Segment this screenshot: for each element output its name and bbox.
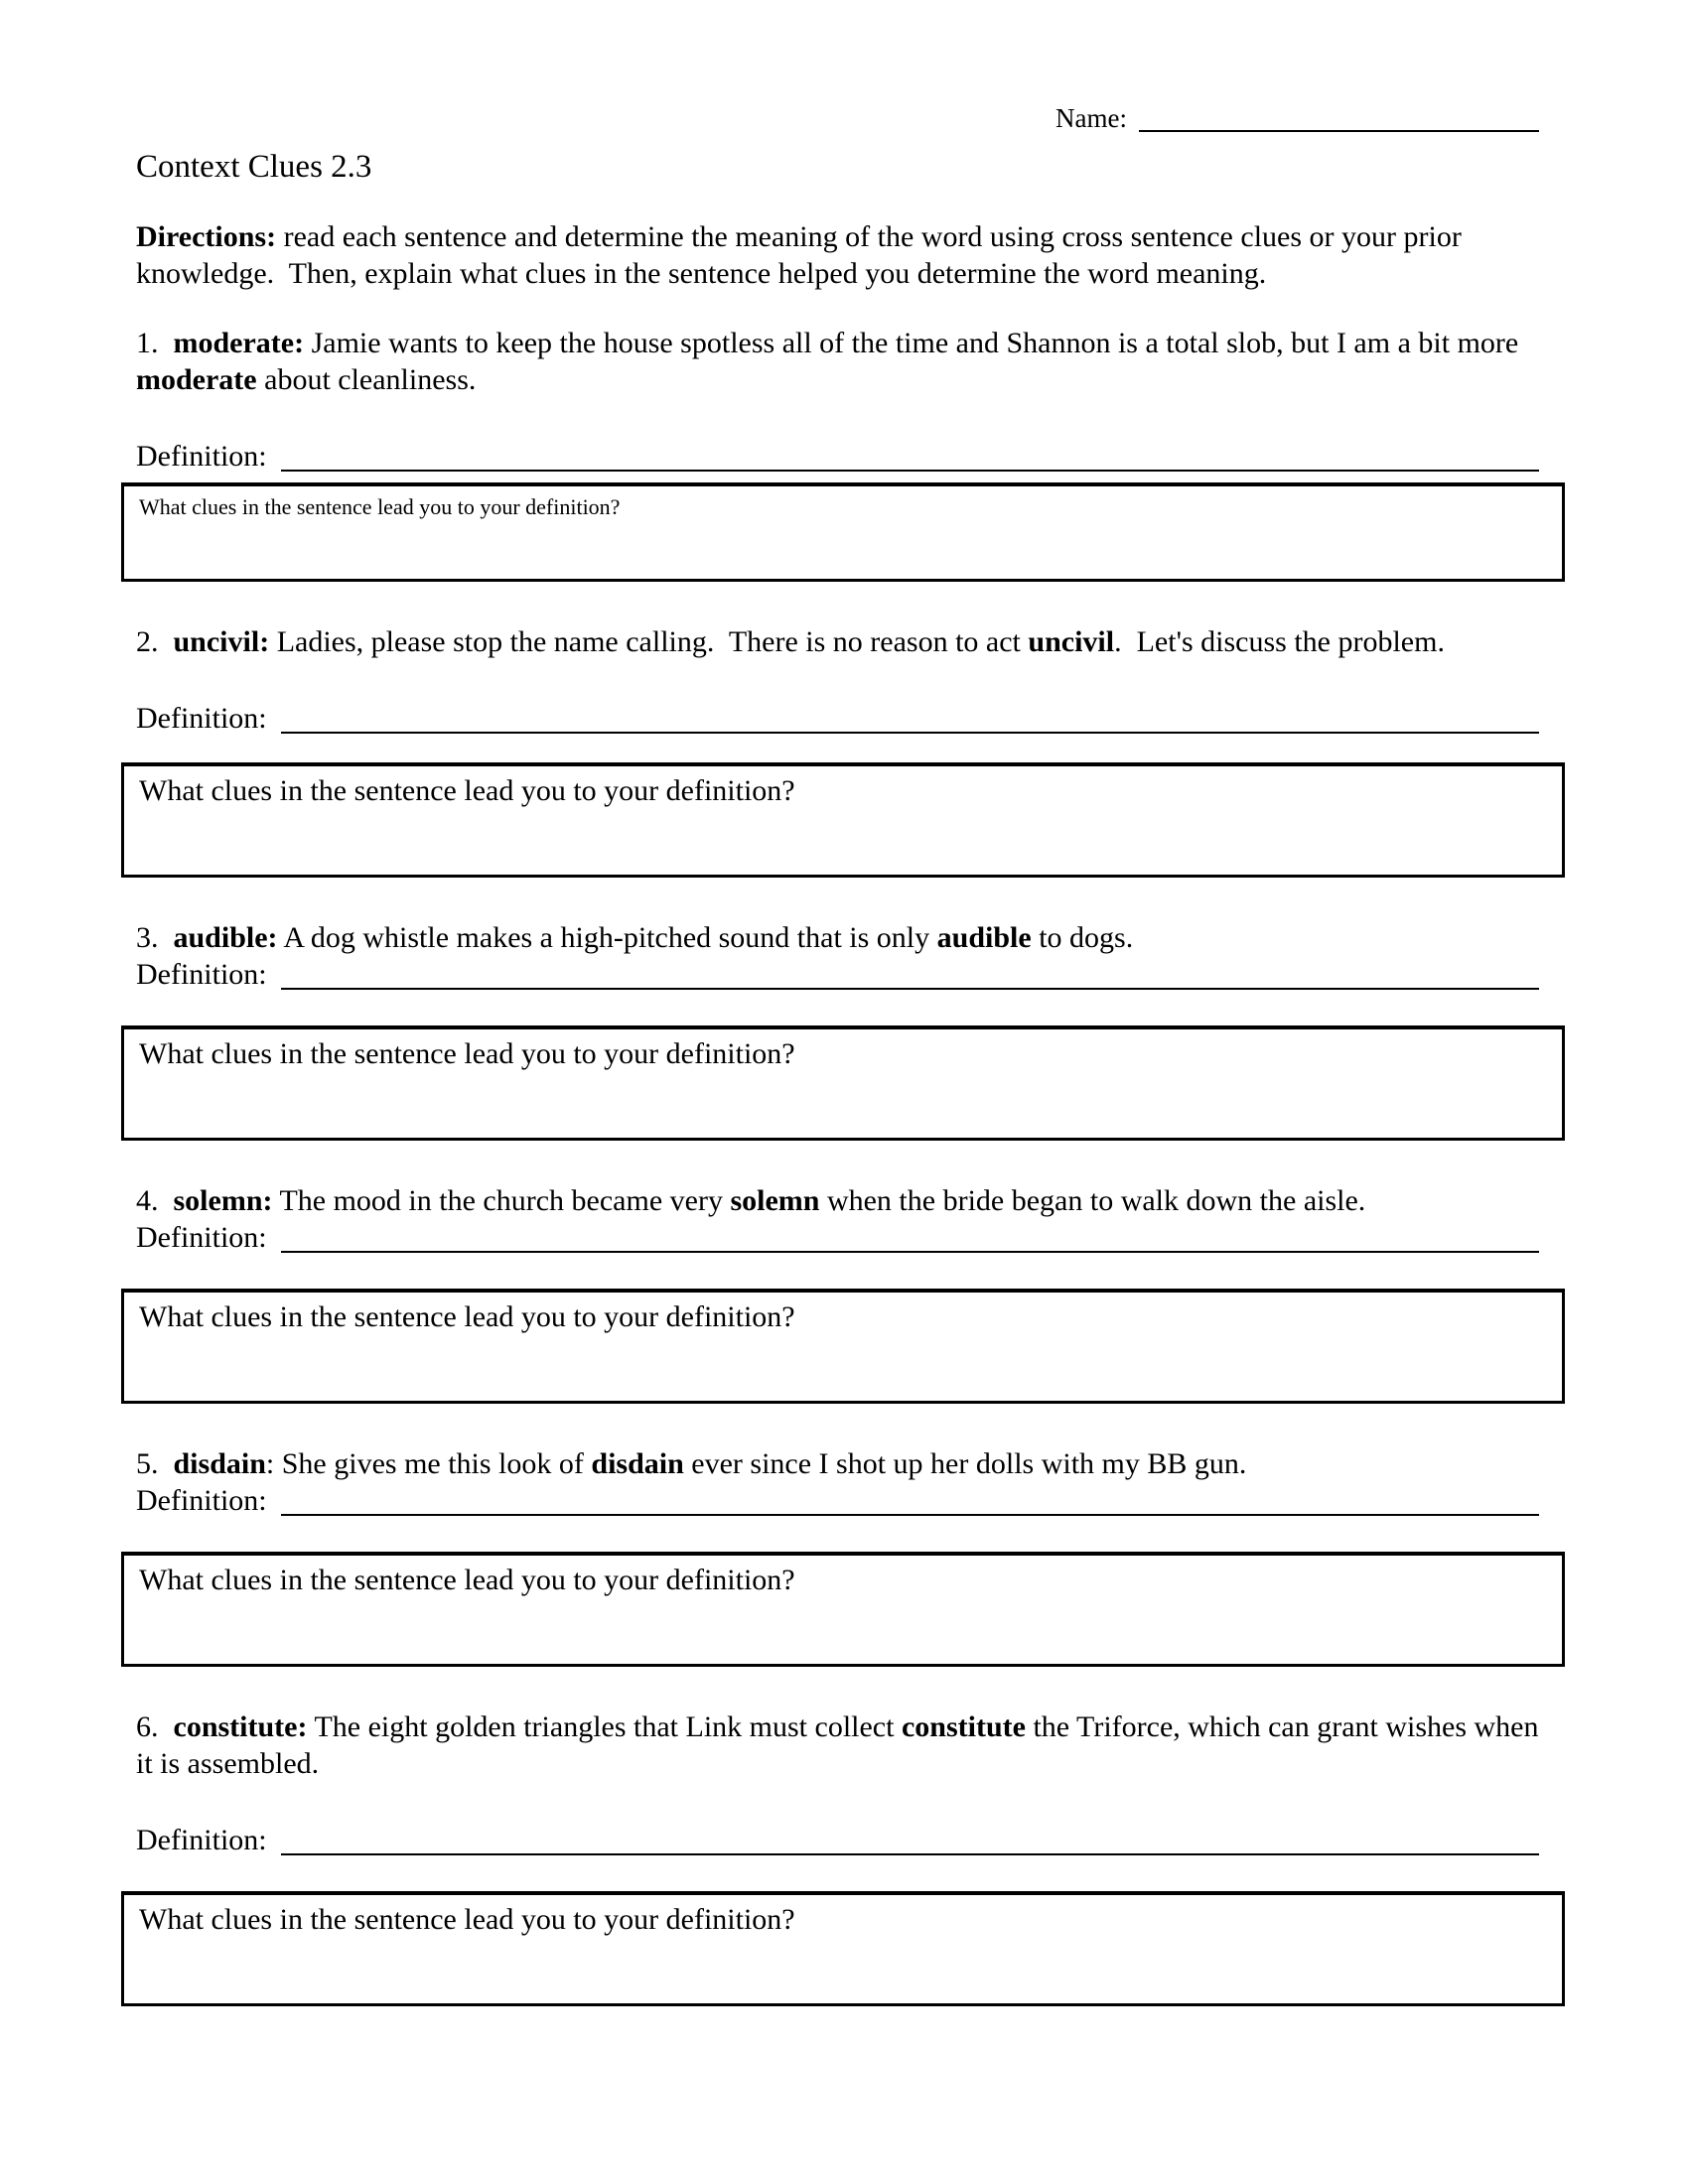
definition-blank-line xyxy=(281,988,1539,990)
name-blank-line xyxy=(1139,130,1539,132)
definition-row xyxy=(136,1219,1539,1256)
clue-box xyxy=(121,482,1565,582)
question-sentence: 6. constitute: The eight golden triangles that Link must collect constitute the Triforce, which can grant wishes when it is assembled. xyxy=(136,1710,1547,1780)
definition-row xyxy=(136,438,1539,475)
directions-label: Directions: xyxy=(136,220,277,253)
clue-box xyxy=(121,1891,1565,2006)
question-uncivil xyxy=(0,623,1688,878)
definition-label: Definition: xyxy=(136,1824,267,1856)
question-sentence: 5. disdain: She gives me this look of disdain ever since I shot up her dolls with my BB gun. xyxy=(136,1447,1247,1480)
name-label: Name: xyxy=(1055,103,1127,133)
page-title: Context Clues 2.3 xyxy=(136,149,372,185)
definition-blank-line xyxy=(281,1251,1539,1253)
definition-row xyxy=(136,1482,1539,1519)
definition-label: Definition: xyxy=(136,702,267,735)
question-constitute xyxy=(0,1708,1688,2006)
question-sentence: 3. audible: A dog whistle makes a high-pitched sound that is only audible to dogs. xyxy=(136,921,1134,954)
question-sentence: 1. moderate: Jamie wants to keep the house spotless all of the time and Shannon is a total slob, but I am a bit more moderate about cleanliness. xyxy=(136,327,1526,396)
clue-prompt: What clues in the sentence lead you to your definition? xyxy=(139,494,621,519)
questions-list xyxy=(0,325,1688,2006)
clue-box xyxy=(121,1289,1565,1404)
question-sentence: 2. uncivil: Ladies, please stop the name calling. There is no reason to act uncivil. Let's discuss the problem. xyxy=(136,625,1445,658)
definition-row xyxy=(136,956,1539,993)
definition-blank-line xyxy=(281,470,1539,472)
definition-blank-line xyxy=(281,1514,1539,1516)
definition-label: Definition: xyxy=(136,958,267,991)
clue-box xyxy=(121,762,1565,878)
clue-prompt: What clues in the sentence lead you to your definition? xyxy=(139,774,795,807)
question-moderate xyxy=(0,325,1688,582)
clue-prompt: What clues in the sentence lead you to your definition? xyxy=(139,1037,795,1070)
clue-prompt: What clues in the sentence lead you to your definition? xyxy=(139,1903,795,1936)
question-solemn xyxy=(0,1182,1688,1404)
clue-prompt: What clues in the sentence lead you to your definition? xyxy=(139,1564,795,1596)
definition-blank-line xyxy=(281,1853,1539,1855)
question-disdain xyxy=(0,1445,1688,1667)
definition-label: Definition: xyxy=(136,440,267,473)
directions-paragraph xyxy=(136,218,1544,292)
clue-prompt: What clues in the sentence lead you to your definition? xyxy=(139,1300,795,1333)
definition-blank-line xyxy=(281,732,1539,734)
definition-label: Definition: xyxy=(136,1221,267,1254)
definition-label: Definition: xyxy=(136,1484,267,1517)
question-sentence: 4. solemn: The mood in the church became very solemn when the bride began to walk down the aisle. xyxy=(136,1184,1366,1217)
name-row xyxy=(1055,102,1539,135)
directions-text: read each sentence and determine the meaning of the word using cross sentence clues or your prior knowledge. Then, explain what clues in the sentence helped you determine the word meaning. xyxy=(136,220,1470,290)
definition-row xyxy=(136,700,1539,737)
clue-box xyxy=(121,1552,1565,1667)
definition-row xyxy=(136,1822,1539,1858)
question-audible xyxy=(0,919,1688,1141)
clue-box xyxy=(121,1025,1565,1141)
